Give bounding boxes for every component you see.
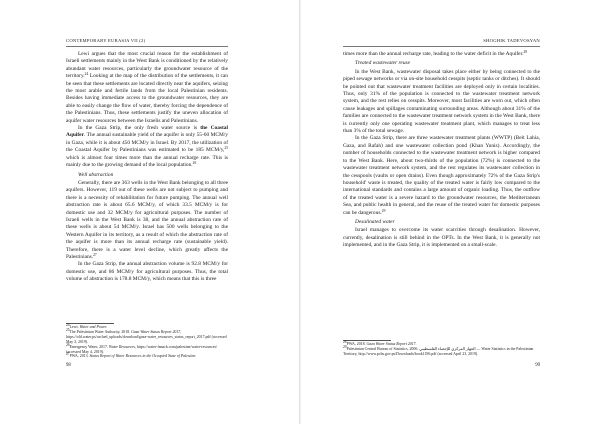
footnote-number: 25 [66, 327, 70, 332]
footnote: 29Palestinian Central Bureau of Statistics, 2006. الجهاز المركزي للإحصاء الفلسطيني — Water Statistics in the Palestinian Territory, http://www.pcbs.gov.ps/Downloads/book1196.pdf (accessed April 23, 2019). [343, 344, 534, 356]
paragraph: Lewi argues that the most crucial reason for the establishment of Israeli settlements mainly in the West Bank is conditioned by the relatively abundant water resources, particularly the groundwater resource of the territory.$^{24}$ Looking at the map of the distribution of the settlements, it can be seen that these settlements are located directly near the aquifers, seizing the most arable and fertile lands from the local Palestinian residents. Besides having immediate access to the groundwater resources, they are able to easily change the flow of water, thereby forcing the dependence of the Palestinians. Thus, these settlements justify the uneven allocation of aquifer water resources between the Israelis and Palestinians. [66, 51, 228, 124]
footnote: 24Lewi, Water and Power. [66, 323, 108, 329]
page-number: 98 [66, 363, 71, 368]
header-rule [66, 46, 228, 47]
footnote-number: 24 [66, 323, 70, 327]
footnote-title: Status Report of Water Resources in the Occupied State of Palestine. [89, 354, 197, 359]
paragraph: In the Gaza Strip, the annual abstraction volume is 92.8 MCM/y for domestic use, and 86 MCM/y for agricultural purposes. Thus, the total volume of abstraction is 178.8 MCM/y, which means that this is three [66, 261, 228, 283]
footnote-ref: 25 [224, 146, 228, 151]
footnote-title: Water and Power. [79, 325, 108, 329]
footnote-title: Water Resources [108, 344, 135, 349]
running-header-left: CONTEMPORARY EURASIA VII (2) [66, 38, 146, 43]
footnote-title: Gaza Water Status Report 2017. [366, 342, 417, 346]
footnote-number: 27 [66, 352, 70, 357]
footnote: 26Emergency Water, 2017. Water Resources, https://water-fanack.com/palestine/water-resources/ (accessed May 4, 2019). [66, 342, 218, 354]
paragraph: times more than the annual recharge rate, leading to the water deficit in the Aquifer.$^{28}$ [343, 50, 528, 57]
footnotes [66, 325, 228, 359]
paragraph: Israel manages to overcome its water scarcities through desalination. However, currently, desalination is still behind in the OPTs. In the West Bank, it is generally not implemented, and in the Gaza Strip, it is implemented on a small-scale. [343, 227, 540, 249]
body-text [343, 51, 540, 250]
footnote-ref: 28 [523, 50, 528, 54]
footnote-rule [343, 340, 391, 341]
section-subheading: Well abstraction [78, 171, 114, 178]
running-header-right: SHOGHIK TADEVOSYAN [483, 38, 540, 43]
footnote-number: 29 [343, 344, 347, 349]
footnote-number: 26 [66, 342, 70, 347]
footnote: 27PWA, 2013. Status Report of Water Resources in the Occupied State of Palestine. [66, 352, 197, 359]
body-text [66, 51, 228, 284]
header-rule [343, 46, 540, 47]
footnote: 25The Palestinian Water Authority, 2018. Gaza Water Status Report 2017, https://old.water.ps/cached_uploads/download/gaza-water_resources_status_report_2017.pdf (accessed May 3, 2019). [66, 327, 227, 344]
footnote-rule [66, 323, 114, 324]
footnotes [343, 342, 540, 357]
paragraph: In the Gaza Strip, the only fresh water source is the Coastal Aquifer. The annual sustainable yield of the aquifer is only 55-60 MCM/y in Gaza, while it is about 450 MCM/y in Israel. By 2017, the utilization of the Coastal Aquifer by Palestinians was estimated to be 185 MCM/y,$^{25}$ which is almost four times more than the annual recharge rate. This is mainly due to the growing demand of the local population.$^{26}$ [66, 125, 228, 169]
right-page [301, 0, 600, 424]
footnote-number: 28 [343, 340, 347, 344]
bold-term: the Coastal Aquifer [66, 125, 228, 139]
page-number: 99 [535, 363, 540, 368]
footnote-ref: 24 [84, 72, 89, 77]
paragraph: Generally, there are 363 wells in the West Bank belonging to all three aquifers. However, 119 out of these wells are not subject to pumping and there is a necessity of rehabilitation for future pumping. The annual well abstraction rate is about 65.6 MCM/y, of which 33.5 MCM/y is for domestic use and 32 MCM/y for agricultural purposes. The number of Israeli wells in the West Bank is 38, and the annual abstraction rate of these wells is about 54 MCM/y. Israel has 500 wells belonging to the Western Aquifer in its territory, as a result of which the abstraction rate of the aquifer is more than its annual recharge rate (sustainable yield). Therefore, there is a water level decline, which greatly affects the Palestinians.$^{27}$ [66, 179, 228, 260]
footnote-ref: 26 [192, 161, 197, 166]
footnote-title: Gaza Water Status Report 2017 [131, 329, 181, 334]
footnote: 28PWA, 2018. Gaza Water Status Report 2017. [343, 340, 417, 346]
section-subheading: Desalinated water [355, 218, 395, 225]
paragraph: In the West Bank, wastewater disposal takes place either by being connected to the piped sewage networks or via on-site household cesspits (septic tanks or ditches). It should be pointed out that wastewater treatment facilities are deployed only in certain localities. Thus, only 31% of the population is connected to the wastewater treatment network system, and the rest relies on cesspits. Moreover, most facilities are worn out, which often cause leakages and spillages contaminating surrounding areas. Although about 31% of the families are connected to the wastewater treatment network system in the West Bank, there is currently only one operating wastewater treatment plant, which manages to treat less than 3% of the total sewage. [343, 68, 540, 135]
footnote-ref: 27 [93, 252, 97, 257]
paragraph: In the Gaza Strip, there are three wastewater treatment plants (WWTP) (Beit Lahia, Gaza, and Rafah) and one wastewater collection pond (Khan Yunis). Accordingly, the number of households connected to the wastewater treatment network is higher compared to the West Bank. Here, about two-thirds of the population (72%) is connected to the wastewater treatment network system, and the rest regulates its wastewater collection in the cesspools (vaults or open drains). Even though approximately 72% of the Gaza Strip's household' waste is treated, the quality of the treated water is fairly low compared to the international standards and contains a large amount of organic loading. Thus, the outflow of the treated water is a severe hazard to the groundwater resources, the Mediterranean Sea, and public health in general, and the reuse of the treated water for domestic purposes can be dangerous.$^{29}$ [343, 135, 540, 216]
footnote-ref: 29 [381, 208, 386, 213]
section-subheading: Treated wastewater reuse [355, 60, 411, 67]
